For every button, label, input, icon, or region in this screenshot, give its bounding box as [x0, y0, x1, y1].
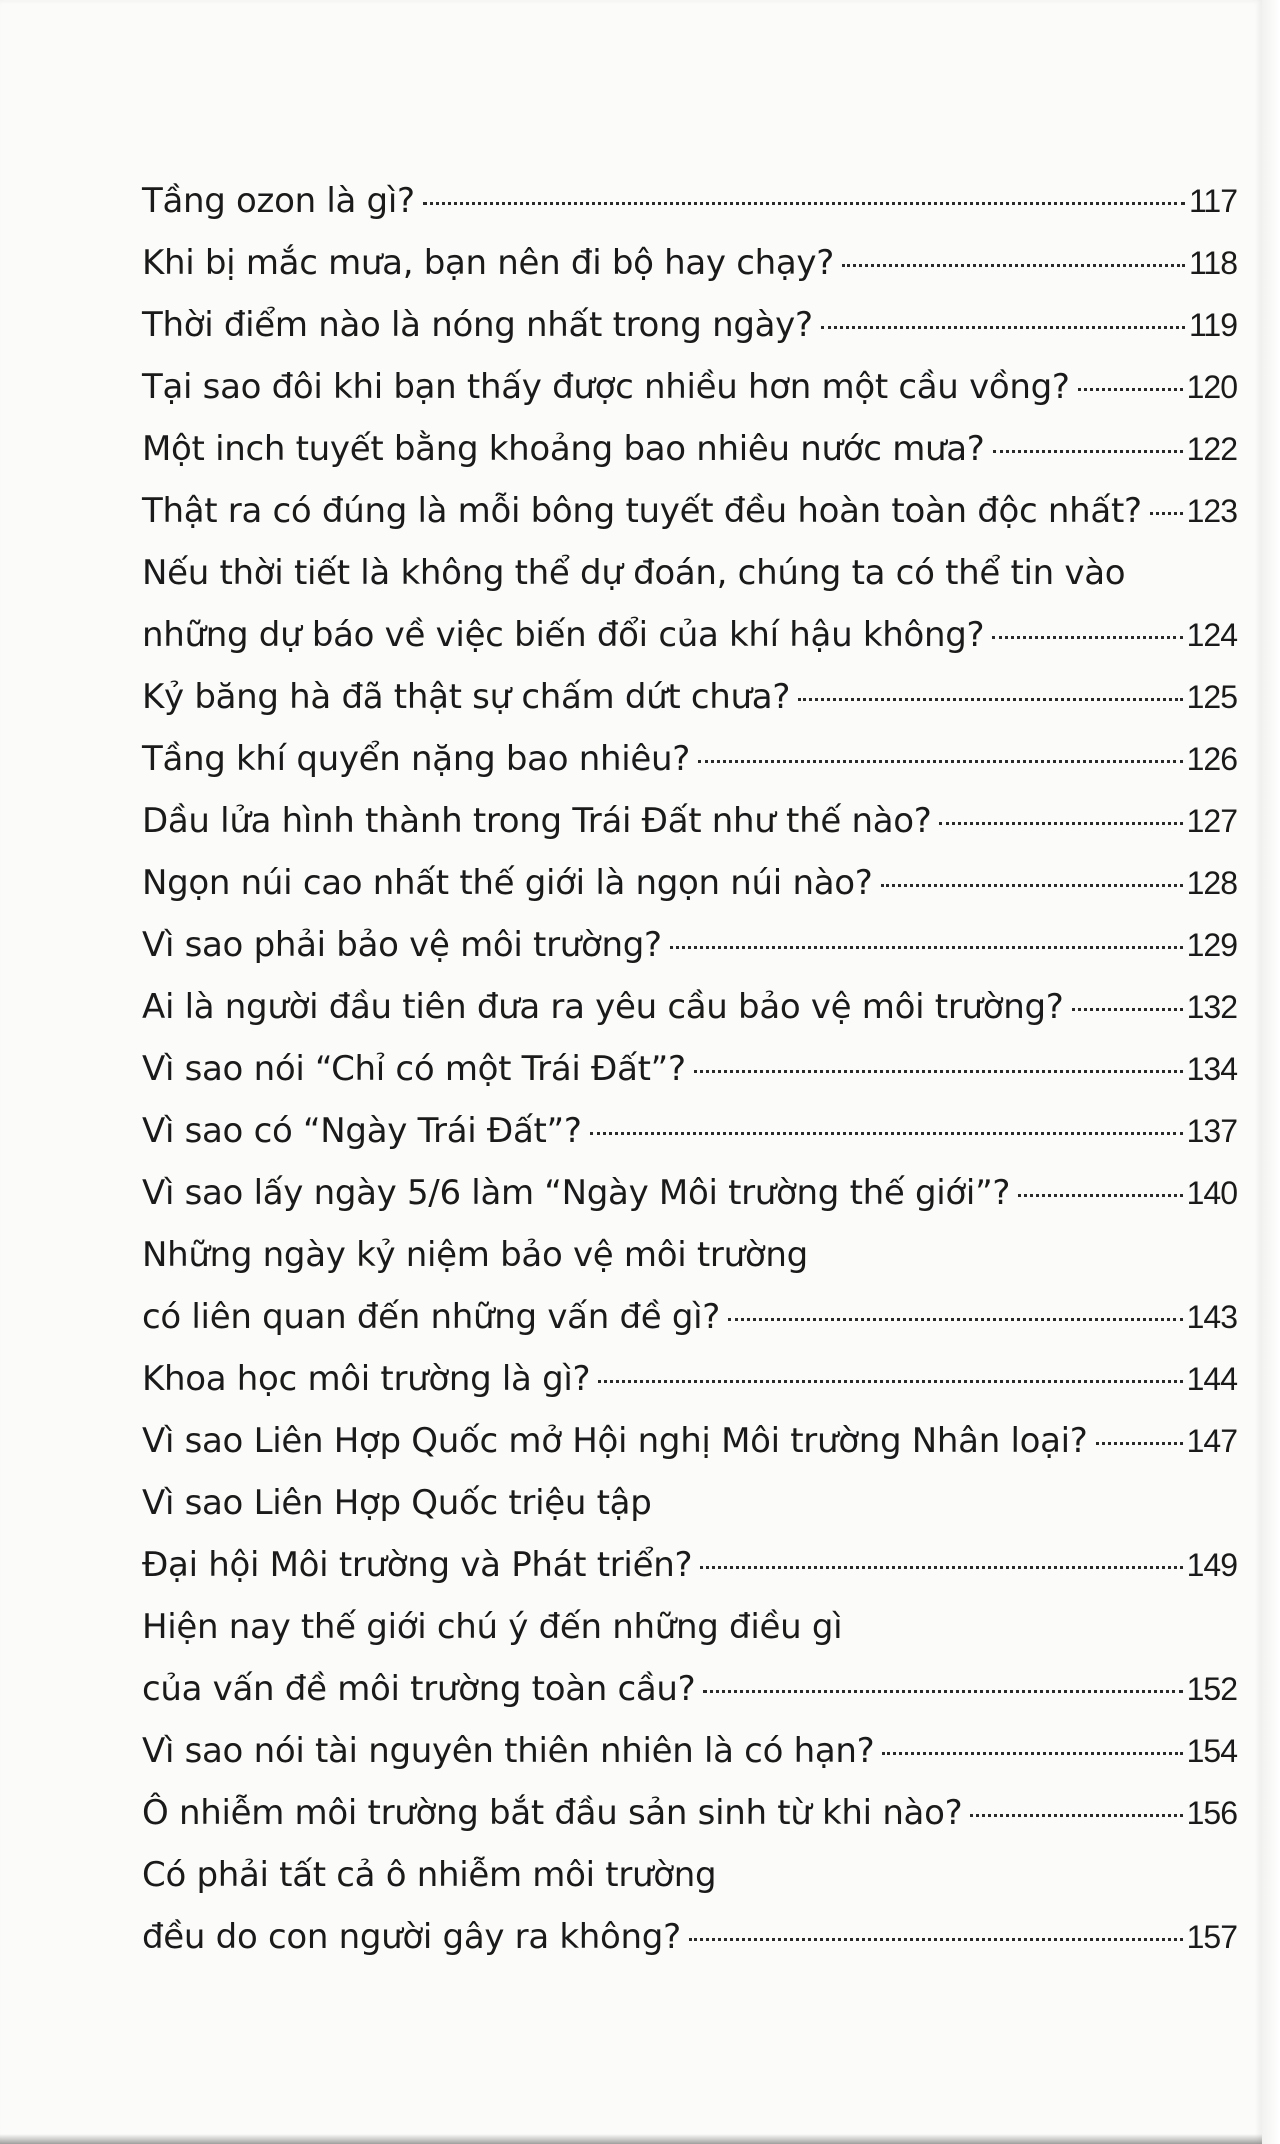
toc-entry-page: 149 — [1186, 1547, 1237, 1583]
dot-leader — [842, 264, 1185, 267]
toc-entry — [142, 1720, 1237, 1782]
toc-entry-title: Vì sao lấy ngày 5/6 làm “Ngày Môi trường thế giới”? — [142, 1173, 1011, 1213]
page-bottom-shadow — [0, 2134, 1262, 2144]
dot-leader — [882, 1752, 1182, 1755]
dot-leader — [992, 636, 1182, 639]
toc-entry-page: 125 — [1186, 679, 1237, 715]
toc-entry-title: những dự báo về việc biến đổi của khí hậu không? — [142, 615, 985, 655]
dot-leader — [1072, 1008, 1183, 1011]
toc-entry-title: Ai là người đầu tiên đưa ra yêu cầu bảo vệ môi trường? — [142, 987, 1064, 1027]
dot-leader — [1150, 512, 1183, 515]
toc-entry-page: 157 — [1186, 1919, 1237, 1955]
toc-entry-title: đều do con người gây ra không? — [142, 1917, 681, 1957]
toc-entry — [142, 170, 1237, 232]
dot-leader — [703, 1690, 1182, 1693]
toc-entry-page: 144 — [1186, 1361, 1237, 1397]
toc-entry-page: 120 — [1186, 369, 1237, 405]
toc-entry-title-line-1: Hiện nay thế giới chú ý đến những điều gì — [142, 1607, 843, 1647]
dot-leader — [689, 1938, 1183, 1941]
dot-leader — [939, 822, 1182, 825]
toc-entry-page: 154 — [1186, 1733, 1237, 1769]
toc-entry-title: Tầng ozon là gì? — [142, 181, 415, 221]
dot-leader — [598, 1380, 1182, 1383]
dot-leader — [1018, 1194, 1182, 1197]
toc-entry — [142, 1224, 1237, 1348]
toc-entry-title: Ô nhiễm môi trường bắt đầu sản sinh từ khi nào? — [142, 1793, 963, 1833]
toc-entry — [142, 1782, 1237, 1844]
dot-leader — [590, 1132, 1183, 1135]
dot-leader — [1078, 388, 1183, 391]
toc-entry-title-line-1: Những ngày kỷ niệm bảo vệ môi trường — [142, 1235, 808, 1275]
toc-entry — [142, 1100, 1237, 1162]
toc-entry — [142, 232, 1237, 294]
toc-entry — [142, 1472, 1237, 1596]
toc-entry-title: của vấn đề môi trường toàn cầu? — [142, 1669, 696, 1709]
toc-entry-page: 134 — [1186, 1051, 1237, 1087]
toc-entry-title: Đại hội Môi trường và Phát triển? — [142, 1545, 693, 1585]
toc-entry — [142, 1596, 1237, 1720]
toc-entry — [142, 728, 1237, 790]
dot-leader — [694, 1070, 1183, 1073]
toc-entry-page: 124 — [1186, 617, 1237, 653]
toc-entry — [142, 1348, 1237, 1410]
toc-entry — [142, 1038, 1237, 1100]
toc-entry-title-line-1: Có phải tất cả ô nhiễm môi trường — [142, 1855, 717, 1895]
toc-entry — [142, 480, 1237, 542]
toc-entry-title: Vì sao Liên Hợp Quốc mở Hội nghị Môi trường Nhân loại? — [142, 1421, 1088, 1461]
toc-entry-page: 123 — [1186, 493, 1237, 529]
toc-entry-title: Tầng khí quyển nặng bao nhiêu? — [142, 739, 690, 779]
toc-entry — [142, 914, 1237, 976]
toc-entry — [142, 976, 1237, 1038]
table-of-contents — [142, 170, 1237, 1968]
dot-leader — [700, 1566, 1182, 1569]
toc-entry — [142, 1844, 1237, 1968]
toc-entry-page: 122 — [1186, 431, 1237, 467]
toc-entry-page: 156 — [1186, 1795, 1237, 1831]
dot-leader — [993, 450, 1183, 453]
toc-entry — [142, 356, 1237, 418]
toc-entry-title: Thời điểm nào là nóng nhất trong ngày? — [142, 305, 813, 345]
dot-leader — [670, 946, 1183, 949]
toc-entry-page: 128 — [1186, 865, 1237, 901]
toc-entry — [142, 418, 1237, 480]
dot-leader — [881, 884, 1183, 887]
dot-leader — [698, 760, 1183, 763]
dot-leader — [798, 698, 1183, 701]
toc-entry-title: Vì sao có “Ngày Trái Đất”? — [142, 1111, 582, 1151]
toc-entry — [142, 294, 1237, 356]
toc-entry-title: Ngọn núi cao nhất thế giới là ngọn núi nào? — [142, 863, 873, 903]
toc-entry-page: 117 — [1188, 183, 1237, 219]
toc-entry-page: 119 — [1188, 307, 1237, 343]
toc-entry-title: có liên quan đến những vấn đề gì? — [142, 1297, 721, 1337]
toc-entry-title: Một inch tuyết bằng khoảng bao nhiêu nước mưa? — [142, 429, 985, 469]
toc-entry-title: Dầu lửa hình thành trong Trái Đất như thế nào? — [142, 801, 932, 841]
toc-entry-page: 137 — [1186, 1113, 1237, 1149]
toc-entry — [142, 666, 1237, 728]
toc-entry-page: 127 — [1186, 803, 1237, 839]
toc-entry-page: 132 — [1186, 989, 1237, 1025]
toc-entry-title: Vì sao phải bảo vệ môi trường? — [142, 925, 662, 965]
toc-entry-title: Kỷ băng hà đã thật sự chấm dứt chưa? — [142, 677, 791, 717]
toc-entry-title: Khoa học môi trường là gì? — [142, 1359, 591, 1399]
toc-entry-title: Vì sao nói “Chỉ có một Trái Đất”? — [142, 1049, 686, 1089]
toc-entry — [142, 1410, 1237, 1472]
toc-entry-title-line-1: Nếu thời tiết là không thể dự đoán, chúng ta có thể tin vào — [142, 553, 1126, 593]
toc-entry-page: 143 — [1186, 1299, 1237, 1335]
toc-entry-title: Khi bị mắc mưa, bạn nên đi bộ hay chạy? — [142, 243, 834, 283]
toc-entry — [142, 542, 1237, 666]
toc-entry-title: Tại sao đôi khi bạn thấy được nhiều hơn một cầu vồng? — [142, 367, 1070, 407]
dot-leader — [970, 1814, 1182, 1817]
toc-entry-page: 140 — [1186, 1175, 1237, 1211]
dot-leader — [821, 326, 1185, 329]
dot-leader — [423, 202, 1185, 205]
toc-entry-page: 129 — [1186, 927, 1237, 963]
dot-leader — [728, 1318, 1183, 1321]
toc-entry-title-line-1: Vì sao Liên Hợp Quốc triệu tập — [142, 1483, 652, 1523]
toc-entry-page: 147 — [1186, 1423, 1237, 1459]
toc-entry — [142, 790, 1237, 852]
toc-entry-page: 118 — [1188, 245, 1237, 281]
toc-entry-title: Thật ra có đúng là mỗi bông tuyết đều hoàn toàn độc nhất? — [142, 491, 1142, 531]
toc-entry — [142, 1162, 1237, 1224]
toc-entry — [142, 852, 1237, 914]
page-edge — [1262, 0, 1280, 2144]
dot-leader — [1096, 1442, 1183, 1445]
toc-entry-page: 152 — [1186, 1671, 1237, 1707]
toc-entry-title: Vì sao nói tài nguyên thiên nhiên là có hạn? — [142, 1731, 875, 1771]
toc-entry-page: 126 — [1186, 741, 1237, 777]
